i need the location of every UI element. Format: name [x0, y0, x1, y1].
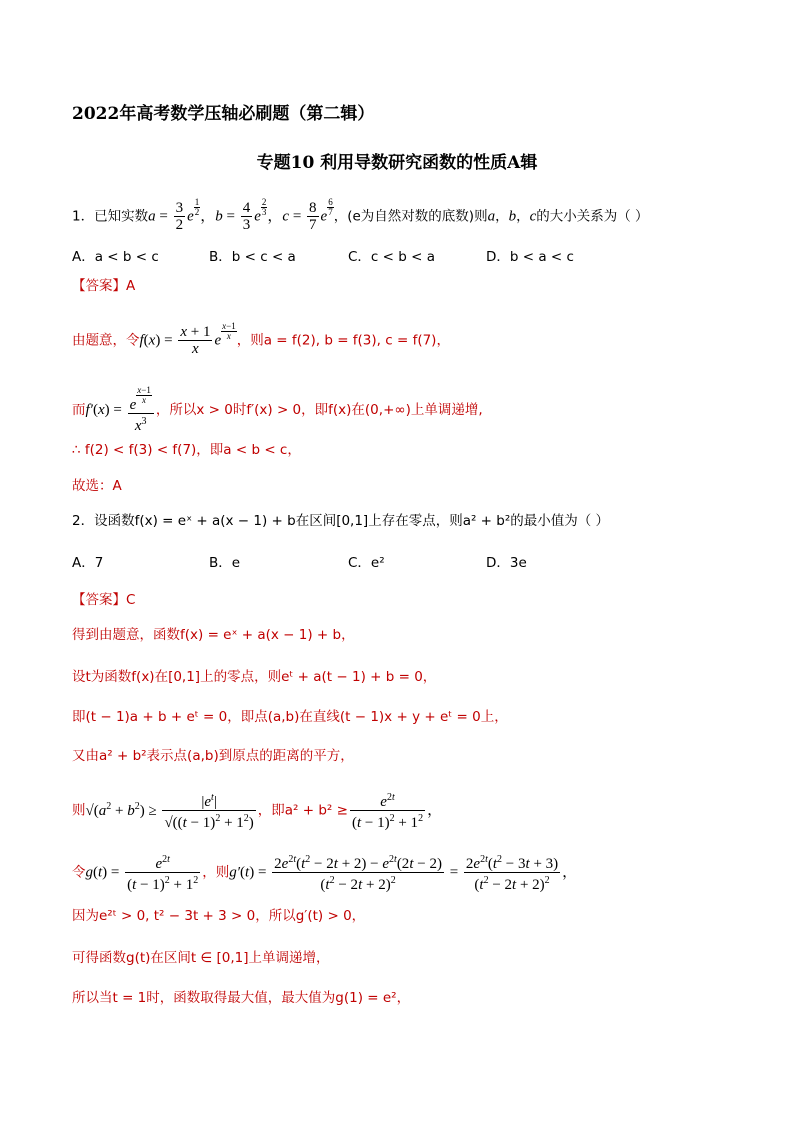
q1-option-d: D．b < a < c	[486, 249, 574, 265]
q2-option-c: C．e²	[348, 555, 385, 571]
q1-solution-line-3: ∴ f(2) < f(3) < f(7)，即a < b < c，	[72, 442, 301, 458]
q1-sol1-suffix: ，则a = f(2), b = f(3), c = f(7)，	[236, 332, 450, 349]
q1-solution-line-1: 由题意，令f(x) = $\frac{x + 1}{x}$ e $\frac{x-1}{x}$ ，则a = f(2), b = f(3), c = f(7)，	[72, 321, 450, 357]
q1-stem: 1．已知实数a = $\frac{3}{2}$ e $\frac{1}{2}$ ，b = $\frac{4}{3}$ e $\frac{2}{3}$ ，c = $\frac{8}{7}$ e $\frac{6}{7}$ ，(e为自然对数的底数)则a，b，c的大小关系为（ ）	[72, 197, 649, 233]
q2-s5-prefix: 则	[72, 802, 86, 819]
q2-option-d: D．3e	[486, 555, 527, 571]
q1-option-c: C．c < b < a	[348, 249, 435, 265]
q2-solution-line-4: 又由a² + b²表示点(a,b)到原点的距离的平方，	[72, 748, 354, 764]
q2-solution-line-1: 得到由题意，函数f(x) = eˣ + a(x − 1) + b，	[72, 627, 355, 643]
q1-option-a: A．a < b < c	[72, 249, 159, 265]
q2-option-b: B．e	[209, 555, 241, 571]
q1-sol1-prefix: 由题意，令	[72, 332, 140, 349]
document-title: 2022年高考数学压轴必刷题（第二辑）	[72, 104, 375, 124]
q2-solution-line-8: 可得函数g(t)在区间t ∈ [0,1]上单调递增，	[72, 950, 330, 966]
q2-solution-line-6: 令g(t) = $\frac{e^{2t}}{(t - 1)^2 + 1^2}$ ，则g′(t) = $\frac{2e^{2t}(t^2 - 2t + 2) - e^{2t}(2t - 2)}{(t^2 - 2t + 2)^2}$ = $\frac{2e^{2t}(t^2 - 3t + 3)}{(t^2 - 2t + 2)^2}$ ，	[72, 854, 578, 893]
q2-s6-mid: ，则	[202, 864, 230, 881]
q1-answer: 【答案】A	[72, 278, 136, 294]
q2-s6-prefix: 令	[72, 864, 86, 881]
section-title: 专题10 利用导数研究函数的性质A辑	[256, 153, 538, 173]
q2-solution-line-9: 所以当t = 1时，函数取得最大值，最大值为g(1) = e²，	[72, 990, 411, 1006]
q1-stem-mid: ，(	[333, 208, 353, 225]
q1-sol2-mid: ，所以x > 0时f′(x) > 0，即f(x)在(0,+∞)上单调递增,	[155, 402, 483, 418]
q2-answer: 【答案】C	[72, 592, 136, 608]
q1-stem-suffix: 的大小关系为（ ）	[536, 208, 649, 225]
q2-s5-mid: ，即a² + b² ≥	[257, 802, 348, 819]
q1-solution-line-2: 而f′(x) = e $\frac{x-1}{x}$ $x^3$ ，所以x > 0时f′(x) > 0，即f(x)在(0,+∞)上单调递增,	[72, 385, 483, 434]
q1-option-b: B．b < c < a	[209, 249, 296, 265]
q1-final: 故选：A	[72, 478, 122, 494]
q2-solution-line-7: 因为e²ᵗ > 0, t² − 3t + 3 > 0，所以g′(t) > 0，	[72, 908, 366, 924]
q2-option-a: A．7	[72, 555, 104, 571]
q1-stem-e-note: e为自然对数的底数)则	[352, 208, 488, 225]
q2-solution-line-3: 即(t − 1)a + b + eᵗ = 0，即点(a,b)在直线(t − 1)x + y + eᵗ = 0上，	[72, 709, 508, 725]
q2-stem: 2．设函数f(x) = eˣ + a(x − 1) + b在区间[0,1]上存在零点，则a² + b²的最小值为（ ）	[72, 513, 610, 529]
q1-sol2-prefix: 而	[72, 402, 86, 418]
q2-solution-line-2: 设t为函数f(x)在[0,1]上的零点，则eᵗ + a(t − 1) + b = 0，	[72, 669, 437, 685]
q1-stem-prefix: 1．已知实数	[72, 208, 149, 225]
q2-solution-line-5: 则$√(a^2 + b^2)$ ≥ $\frac{|e^t|}{√((t - 1)^2 + 1^2)}$ ，即a² + b² ≥ $\frac{e^{2t}}{(t - 1)^2 + 1^2}$ ，	[72, 792, 443, 831]
